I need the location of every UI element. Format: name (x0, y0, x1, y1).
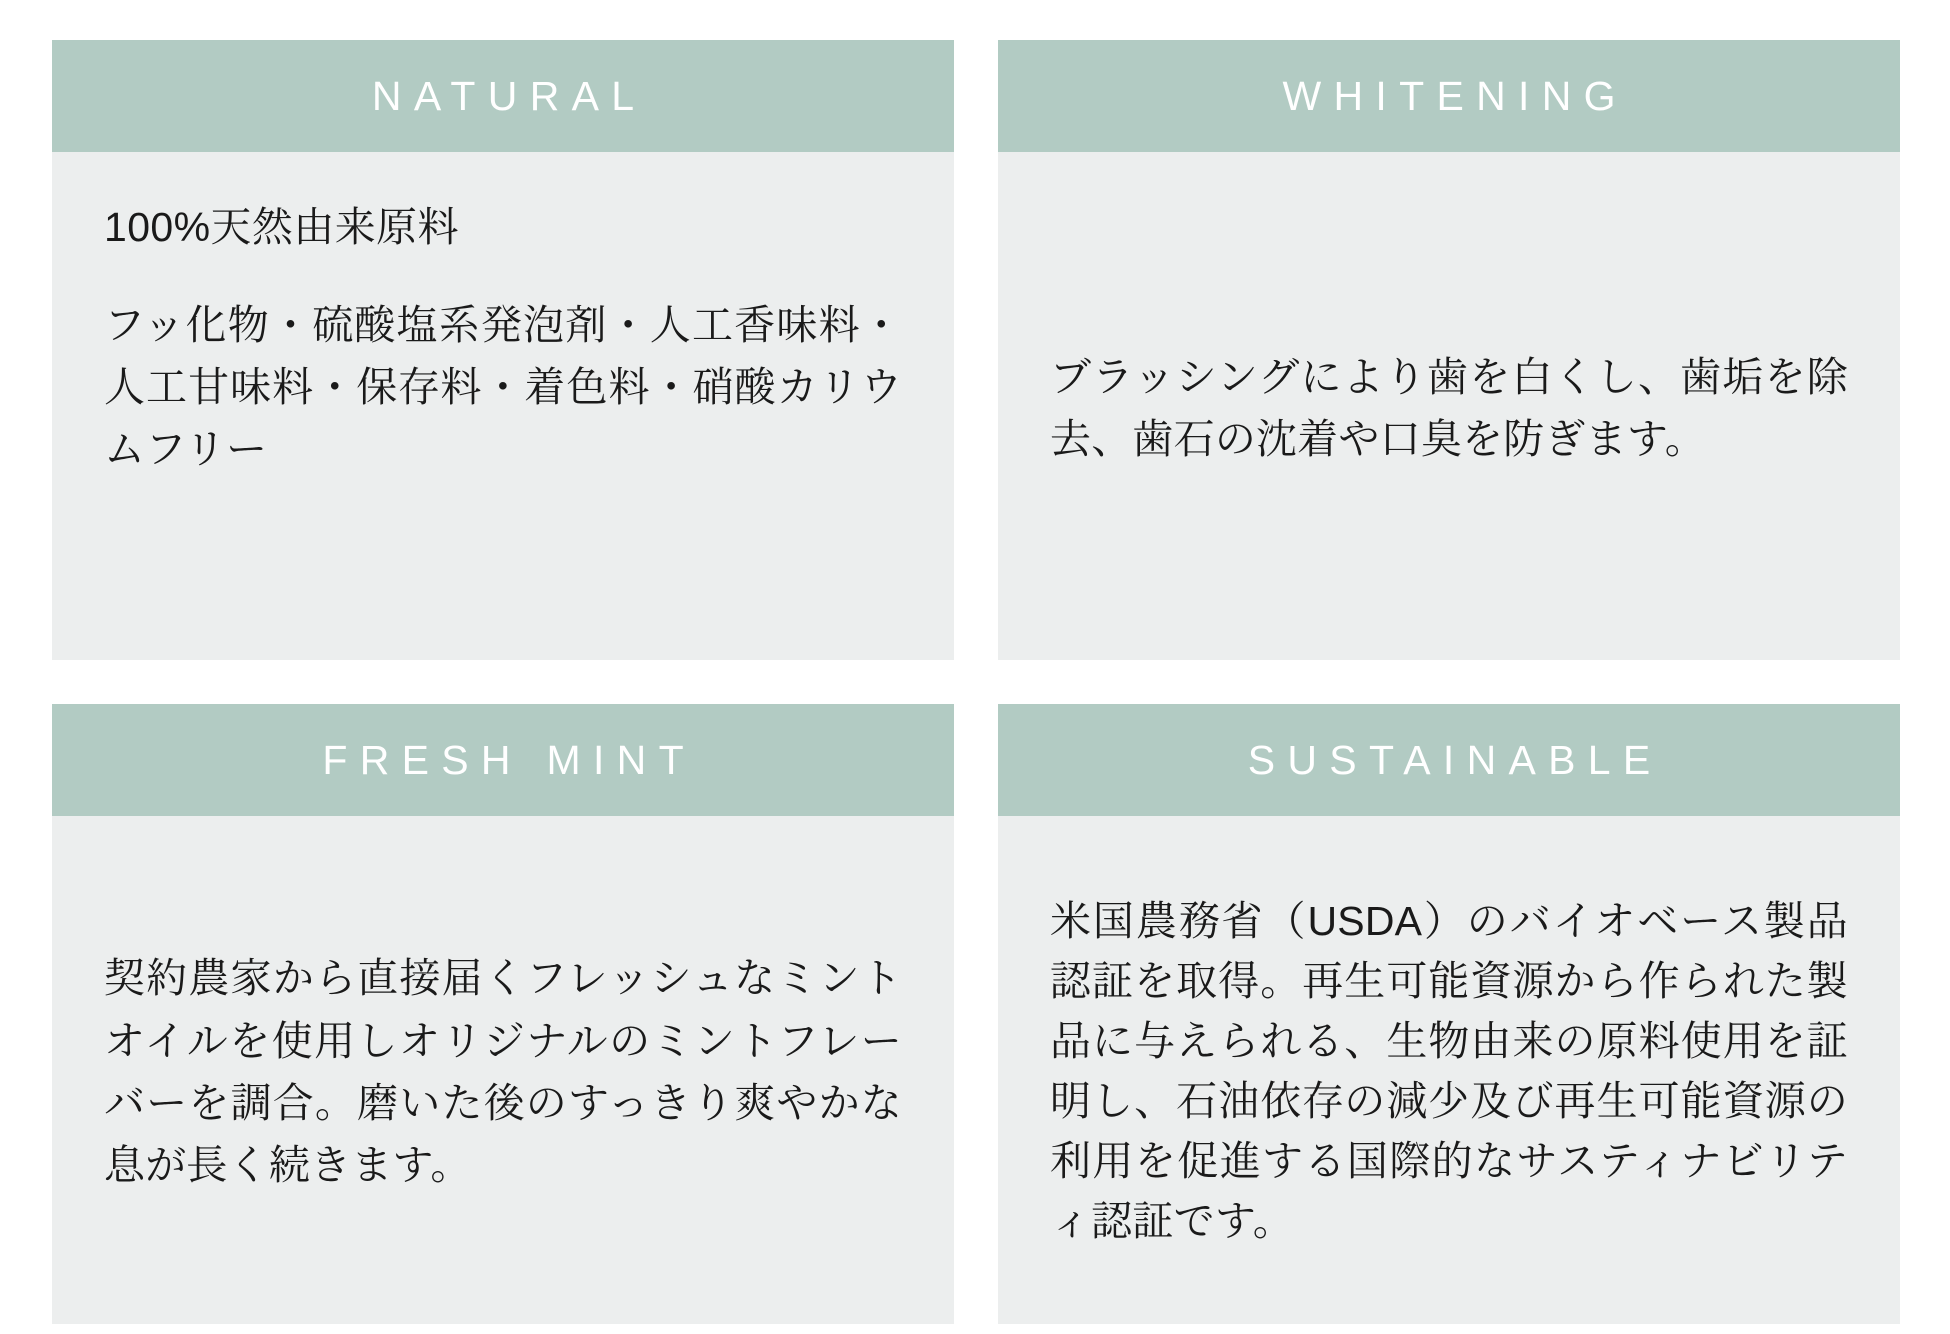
card-text-sustainable: 米国農務省（USDA）のバイオベース製品認証を取得。再生可能資源から作られた製品に与えられる、生物由来の原料使用を証明し、石油依存の減少及び再生可能資源の利用を促進する国際的なサスティナビリティ認証です。 (1050, 898, 1848, 1244)
card-body-natural (52, 152, 954, 660)
card-text-natural: フッ化物・硫酸塩系発泡剤・人工香味料・人工甘味料・保存料・着色料・硝酸カリウムフリー (104, 301, 902, 473)
card-body-fresh-mint (52, 816, 954, 1324)
card-lead-natural: 100%天然由来原料 (104, 204, 459, 250)
feature-card-fresh-mint (52, 704, 954, 1324)
card-body-whitening (998, 152, 1900, 660)
card-title-whitening: WHITENING (998, 40, 1900, 152)
feature-card-natural (52, 40, 954, 660)
feature-card-sustainable (998, 704, 1900, 1324)
card-text-whitening: ブラッシングにより歯を白くし、歯垢を除去、歯石の沈着や口臭を防ぎます。 (1050, 353, 1848, 462)
feature-card-whitening (998, 40, 1900, 660)
card-body-sustainable (998, 816, 1900, 1324)
card-text-fresh-mint: 契約農家から直接届くフレッシュなミントオイルを使用しオリジナルのミントフレーバーを調合。磨いた後のすっきり爽やかな息が長く続きます。 (104, 955, 902, 1189)
card-title-fresh-mint: FRESH MINT (52, 704, 954, 816)
card-title-sustainable: SUSTAINABLE (998, 704, 1900, 816)
card-title-natural: NATURAL (52, 40, 954, 152)
